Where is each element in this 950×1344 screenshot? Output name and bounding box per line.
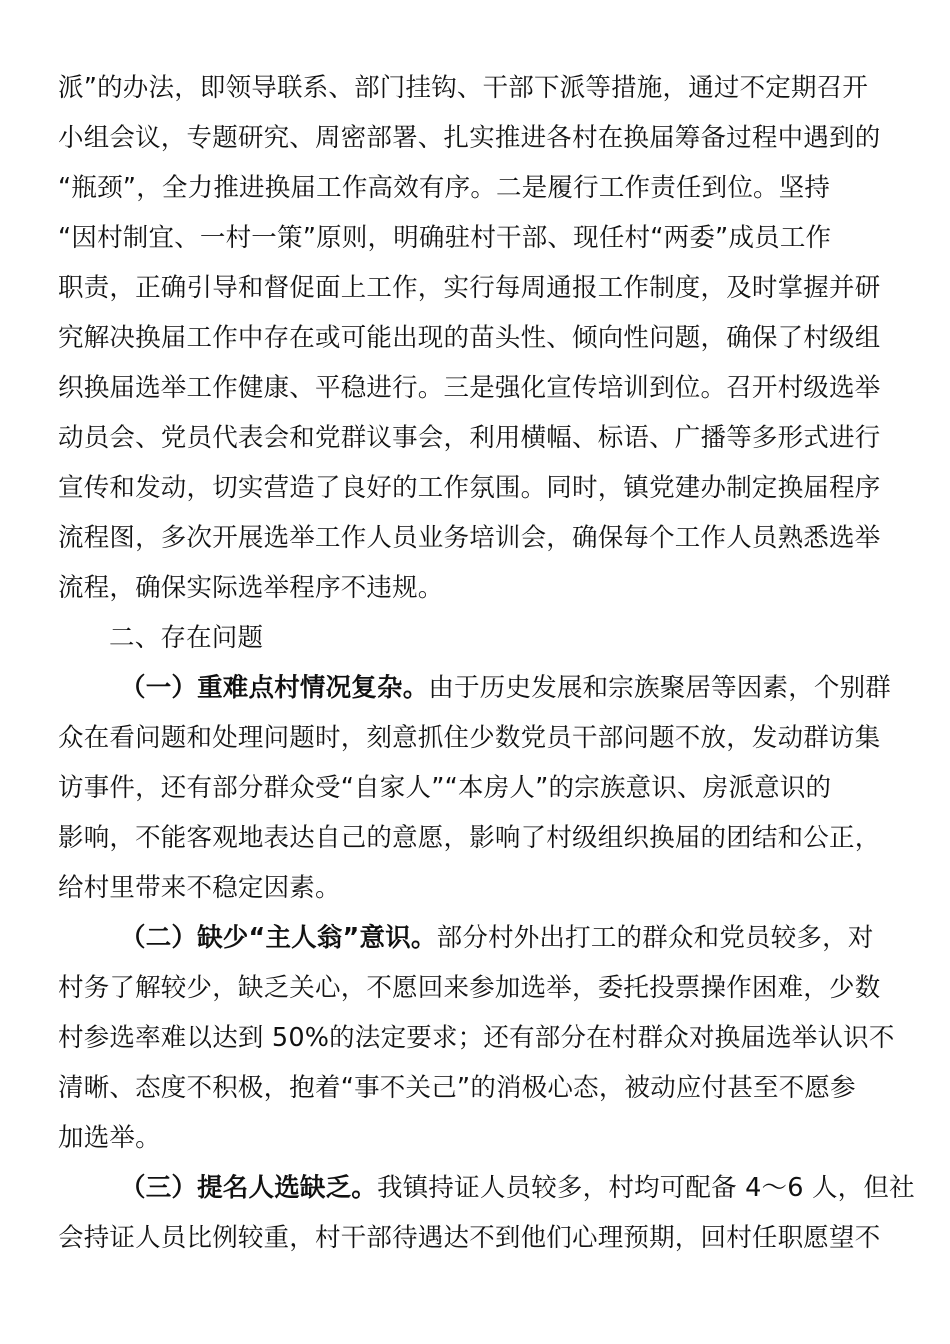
text-line: 加选举。: [58, 1123, 161, 1153]
text-line: 宣传和发动，切实营造了良好的工作氛围。同时，镇党建办制定换届程序: [58, 473, 881, 503]
text-line: 给村里带来不稳定因素。: [58, 873, 341, 903]
issue-text: 部分村外出打工的群众和党员较多，对: [436, 923, 874, 953]
paragraph-1: [58, 63, 888, 613]
issue-text: 我镇持证人员较多，村均可配备 4～6 人，但社: [377, 1173, 915, 1203]
text-line: 村参选率难以达到 50%的法定要求；还有部分在村群众对换届选举认识不: [58, 1023, 895, 1053]
issue-text: 由于历史发展和宗族聚居等因素，个别群: [428, 673, 892, 703]
text-line: 织换届选举工作健康、平稳进行。三是强化宣传培训到位。召开村级选举: [58, 373, 881, 403]
text-line: “瓶颈”，全力推进换届工作高效有序。二是履行工作责任到位。坚持: [58, 173, 831, 203]
section-heading: 二、存在问题: [109, 623, 264, 653]
text-line: 村务了解较少，缺乏关心，不愿回来参加选举，委托投票操作困难，少数: [58, 973, 881, 1003]
text-line: 流程图，多次开展选举工作人员业务培训会，确保每个工作人员熟悉选举: [58, 523, 881, 553]
text-line: 访事件，还有部分群众受“自家人”“本房人”的宗族意识、房派意识的: [58, 773, 832, 803]
issue-first-line: [58, 913, 888, 963]
issue-item-1: [58, 663, 892, 913]
issue-item-3: [58, 1163, 915, 1263]
issue-first-line: [58, 1163, 915, 1213]
text-line: 职责，正确引导和督促面上工作，实行每周通报工作制度，及时掌握并研: [58, 273, 881, 303]
text-line: 会持证人员比例较重，村干部待遇达不到他们心理预期，回村任职愿望不: [58, 1223, 881, 1253]
issue-title: （三）提名人选缺乏。: [120, 1173, 378, 1203]
text-line: 清晰、态度不积极，抱着“事不关己”的消极心态，被动应付甚至不愿参: [58, 1073, 856, 1103]
text-line: 流程，确保实际选举程序不违规。: [58, 573, 444, 603]
text-line: 众在看问题和处理问题时，刻意抓住少数党员干部问题不放，发动群访集: [58, 723, 881, 753]
document-page: [58, 63, 915, 1263]
text-line: 究解决换届工作中存在或可能出现的苗头性、倾向性问题，确保了村级组: [58, 323, 881, 353]
text-line: 影响，不能客观地表达自己的意愿，影响了村级组织换届的团结和公正，: [58, 823, 881, 853]
text-line: 动员会、党员代表会和党群议事会，利用横幅、标语、广播等多形式进行: [58, 423, 881, 453]
issue-title: （二）缺少“主人翁”意识。: [120, 923, 437, 953]
text-line: “因村制宜、一村一策”原则，明确驻村干部、现任村“两委”成员工作: [58, 223, 832, 253]
issue-first-line: [58, 663, 892, 713]
text-line: 小组会议，专题研究、周密部署、扎实推进各村在换届筹备过程中遇到的: [58, 123, 881, 153]
issue-title: （一）重难点村情况复杂。: [120, 673, 429, 703]
text-line: 派”的办法，即领导联系、部门挂钩、干部下派等措施，通过不定期召开: [58, 73, 869, 103]
issue-item-2: [58, 913, 895, 1163]
